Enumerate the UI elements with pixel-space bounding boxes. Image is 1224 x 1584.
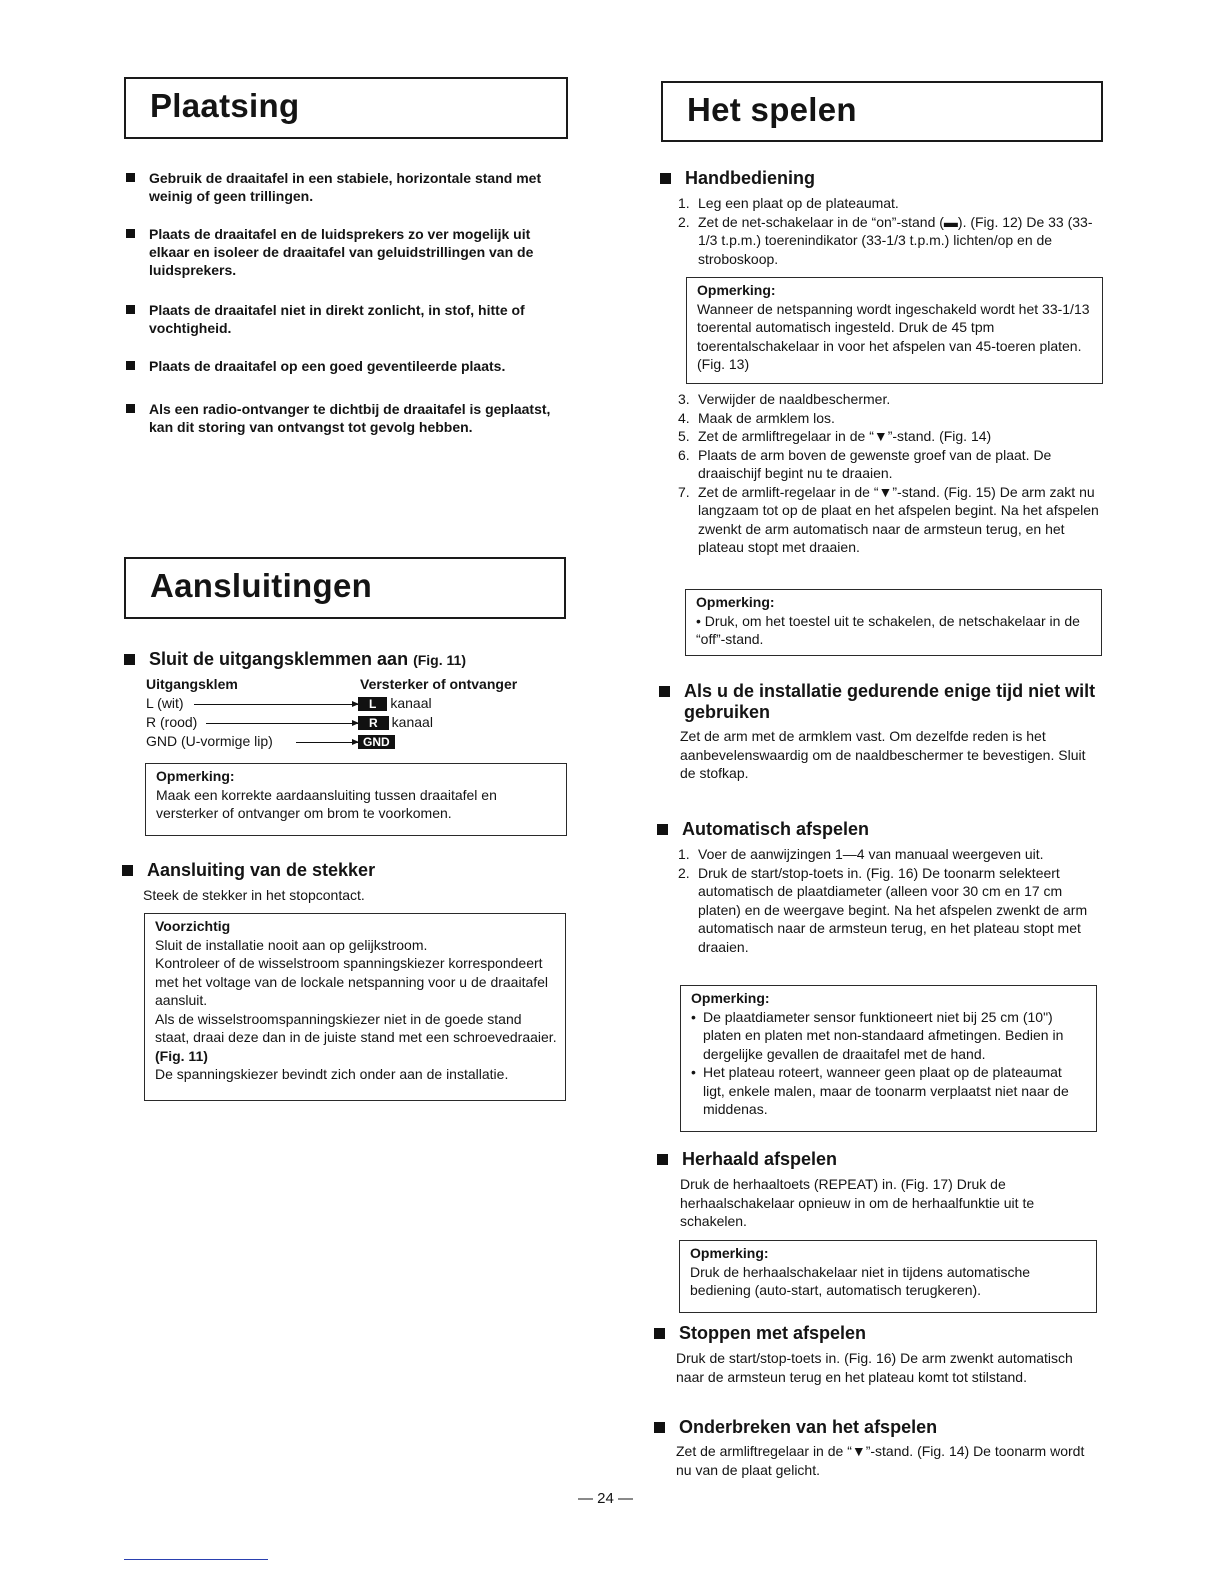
repeat-heading bbox=[657, 1149, 1103, 1170]
handbediening-heading bbox=[660, 168, 1105, 189]
heading-text: Herhaald afspelen bbox=[682, 1149, 838, 1169]
connection-row-r bbox=[146, 713, 197, 732]
list-item bbox=[124, 225, 572, 279]
auto-heading bbox=[657, 819, 1103, 840]
list-item: 5. Zet de armliftregelaar in de “▼”-stand. (Fig. 14) bbox=[678, 428, 992, 444]
hand-steps-a bbox=[676, 194, 1101, 268]
het-spelen-title-box bbox=[661, 81, 1103, 142]
connection-arrow-icon bbox=[206, 723, 358, 724]
list-item: 6. Plaats de arm boven de gewenste groef van de plaat. De draaischijf begint nu te draaien. bbox=[678, 446, 1052, 481]
stekker-heading bbox=[122, 860, 570, 881]
note-text: Maak een korrekte aardaansluiting tussen draaitafel en versterker of ontvanger om brom te voorkomen. bbox=[156, 786, 497, 821]
caution-box bbox=[144, 913, 566, 1101]
bullet-square-icon bbox=[126, 229, 135, 238]
note-item: • Het plateau roteert, wanneer geen plaat op de plateaumat ligt, enkele malen, maar de toonarm verplaatst niet naar de middenas. bbox=[691, 1064, 1069, 1117]
bullet-text: Gebruik de draaitafel in een stabiele, horizontale stand met weinig of geen trillingen. bbox=[149, 170, 542, 204]
hand-steps-b bbox=[676, 390, 1101, 557]
pause-text: Zet de armliftregelaar in de “▼”-stand. (Fig. 14) De toonarm wordt nu van de plaat gelicht. bbox=[676, 1443, 1085, 1478]
bullet-text: Plaats de draaitafel op een goed geventileerde plaats. bbox=[149, 358, 506, 374]
auto-steps bbox=[676, 845, 1101, 956]
bullet-square-icon bbox=[126, 305, 135, 314]
pause-heading bbox=[654, 1417, 1100, 1438]
caution-title: Voorzichtig bbox=[155, 918, 231, 934]
list-item bbox=[124, 400, 572, 436]
note-title: Opmerking: bbox=[690, 1245, 769, 1261]
note-title: Opmerking: bbox=[697, 282, 776, 298]
channel-chip: L bbox=[358, 697, 387, 711]
channel-label: kanaal bbox=[391, 714, 433, 730]
connection-row-gnd bbox=[146, 732, 273, 751]
bullet-square-icon bbox=[126, 361, 135, 370]
fig-ref: (Fig. 11) bbox=[413, 652, 466, 668]
caution-line: De spanningskiezer bevindt zich onder aan de installatie. bbox=[155, 1066, 509, 1082]
connection-source: R (rood) bbox=[146, 714, 198, 730]
list-item: 7. Zet de armlift-regelaar in de “▼”-stand. (Fig. 15) De arm zakt nu langzaam tot op de plaat en het afspelen begint. Na het afspelen zwenkt de arm automatisch naar de armsteun terug, en het plateau stopt met draaien. bbox=[678, 483, 1099, 555]
connection-source: GND (U-vormige lip) bbox=[146, 733, 273, 749]
list-item: 3. Verwijder de naaldbeschermer. bbox=[678, 391, 891, 407]
list-item bbox=[124, 169, 572, 205]
note-box-repeat bbox=[679, 1240, 1097, 1313]
note-box-auto bbox=[680, 985, 1097, 1132]
caution-line: Sluit de installatie nooit aan op gelijkstroom. bbox=[155, 936, 428, 953]
channel-chip: GND bbox=[358, 735, 395, 749]
list-item bbox=[124, 301, 572, 337]
repeat-text: Druk de herhaaltoets (REPEAT) in. (Fig. 17) Druk de herhaalschakelaar opnieuw in om de herhaalfunktie uit te schakelen. bbox=[680, 1176, 1035, 1229]
note-title: Opmerking: bbox=[691, 990, 770, 1006]
channel-label: kanaal bbox=[390, 695, 432, 711]
page-number: — 24 — bbox=[578, 1490, 634, 1507]
note-box-speed bbox=[686, 277, 1103, 384]
note-box-off bbox=[685, 589, 1102, 656]
heading-text: Stoppen met afspelen bbox=[679, 1323, 867, 1343]
list-item: 1. Leg een plaat op de plateaumat. bbox=[678, 195, 899, 211]
heading-text: Automatisch afspelen bbox=[682, 819, 870, 839]
heading-text: Sluit de uitgangsklemmen aan bbox=[149, 649, 409, 669]
bullet-square-icon bbox=[124, 654, 135, 665]
col-header-output: Uitgangsklem bbox=[146, 676, 238, 692]
aansluitingen-title-box bbox=[124, 557, 566, 619]
bullet-square-icon bbox=[657, 1154, 668, 1165]
note-item: • De plaatdiameter sensor funktioneert niet bij 25 cm (10") platen en platen met non-standaard afmetingen. Bedien in dergelijke gevallen de draaitafel met de hand. bbox=[691, 1008, 1064, 1062]
idle-text: Zet de arm met de armklem vast. Om dezelfde reden is het aanbevelenswaardig om de naaldbeschermer te bevestigen. Sluit de stofkap. bbox=[680, 728, 1086, 781]
stekker-text: Steek de stekker in het stopcontact. bbox=[143, 887, 365, 903]
col-header-amplifier: Versterker of ontvanger bbox=[360, 676, 518, 692]
heading-text: Handbediening bbox=[685, 168, 815, 188]
connection-table bbox=[146, 675, 566, 755]
list-item: 1. Voer de aanwijzingen 1—4 van manuaal weergeven uit. bbox=[678, 846, 1044, 862]
connection-target-gnd bbox=[358, 732, 398, 751]
bullet-text: Plaats de draaitafel niet in direkt zonlicht, in stof, hitte of vochtigheid. bbox=[149, 302, 525, 336]
list-item bbox=[124, 357, 572, 375]
bullet-square-icon bbox=[659, 686, 670, 697]
bullet-square-icon bbox=[126, 173, 135, 182]
het-spelen-title: Het spelen bbox=[687, 91, 857, 128]
note-text: • Druk, om het toestel uit te schakelen, de netschakelaar in de “off”-stand. bbox=[696, 612, 1080, 647]
caution-line: Kontroleer of de wisselstroom spanningskiezer korrespondeert met het voltage van de lockale netspanning voor u de draaitafel aansluit. bbox=[155, 955, 549, 1008]
bullet-square-icon bbox=[654, 1328, 665, 1339]
caution-line: Als de wisselstroomspanningskiezer niet in de goede stand staat, draai deze dan in de juiste stand met een schroevedraaier. bbox=[155, 1010, 557, 1045]
list-item: 4. Maak de armklem los. bbox=[678, 409, 835, 426]
bullet-square-icon bbox=[660, 173, 671, 184]
heading-text: Aansluiting van de stekker bbox=[147, 860, 376, 880]
bullet-square-icon bbox=[126, 404, 135, 413]
plaatsing-title: Plaatsing bbox=[150, 87, 300, 124]
uitgangsklemmen-heading bbox=[124, 649, 572, 671]
note-title: Opmerking: bbox=[156, 768, 235, 784]
connection-target-r bbox=[358, 713, 433, 732]
list-item: 2. Zet de net-schakelaar in de “on”-stand (▬). (Fig. 12) De 33 (33-1/3 t.p.m.) toerenindikator (33-1/3 t.p.m.) lichten/op en de stroboskoop. bbox=[678, 213, 1093, 267]
connection-arrow-icon bbox=[194, 704, 358, 705]
note-text: Wanneer de netspanning wordt ingeschakeld wordt het 33-1/13 toerental automatisch ingesteld. Druk de 45 tpm toerentalschakelaar in voor het afspelen van 45-toeren platen. (Fig. 13) bbox=[697, 300, 1090, 372]
channel-chip: R bbox=[358, 716, 389, 730]
fig-ref: (Fig. 11) bbox=[155, 1047, 208, 1064]
aansluitingen-title: Aansluitingen bbox=[150, 567, 373, 604]
footer-rule bbox=[124, 1559, 268, 1560]
connection-row-l bbox=[146, 694, 184, 713]
note-box-ground bbox=[145, 763, 567, 836]
bullet-square-icon bbox=[657, 824, 668, 835]
stop-text: Druk de start/stop-toets in. (Fig. 16) De arm zwenkt automatisch naar de armsteun terug en het plateau komt tot stilstand. bbox=[676, 1350, 1073, 1385]
note-text: Druk de herhaalschakelaar niet in tijdens automatische bediening (auto-start, automatisch terugkeren). bbox=[690, 1263, 1031, 1298]
heading-text: Onderbreken van het afspelen bbox=[679, 1417, 938, 1437]
note-title: Opmerking: bbox=[696, 594, 775, 610]
bullet-text: Plaats de draaitafel en de luidsprekers zo ver mogelijk uit elkaar en isoleer de draaitafel van geluidstrillingen van de luidsprekers. bbox=[149, 226, 534, 278]
plaatsing-title-box bbox=[124, 77, 568, 139]
connection-target-l bbox=[358, 694, 432, 713]
idle-heading bbox=[659, 681, 1105, 723]
bullet-square-icon bbox=[654, 1422, 665, 1433]
stop-heading bbox=[654, 1323, 1100, 1344]
list-item: 2. Druk de start/stop-toets in. (Fig. 16) De toonarm selekteert automatisch de plaatdiameter (alleen voor 30 cm en 17 cm platen) en de weergave begint. Na het afspelen zwenkt de arm automatisch naar de armsteun terug, en het plateau stopt met draaien. bbox=[678, 864, 1088, 955]
connection-source: L (wit) bbox=[146, 695, 184, 711]
heading-text: Als u de installatie gedurende enige tijd niet wilt gebruiken bbox=[684, 681, 1096, 722]
connection-arrow-icon bbox=[296, 742, 358, 743]
bullet-text: Als een radio-ontvanger te dichtbij de draaitafel is geplaatst, kan dit storing van ontvangst tot gevolg hebben. bbox=[149, 401, 551, 435]
bullet-square-icon bbox=[122, 865, 133, 876]
